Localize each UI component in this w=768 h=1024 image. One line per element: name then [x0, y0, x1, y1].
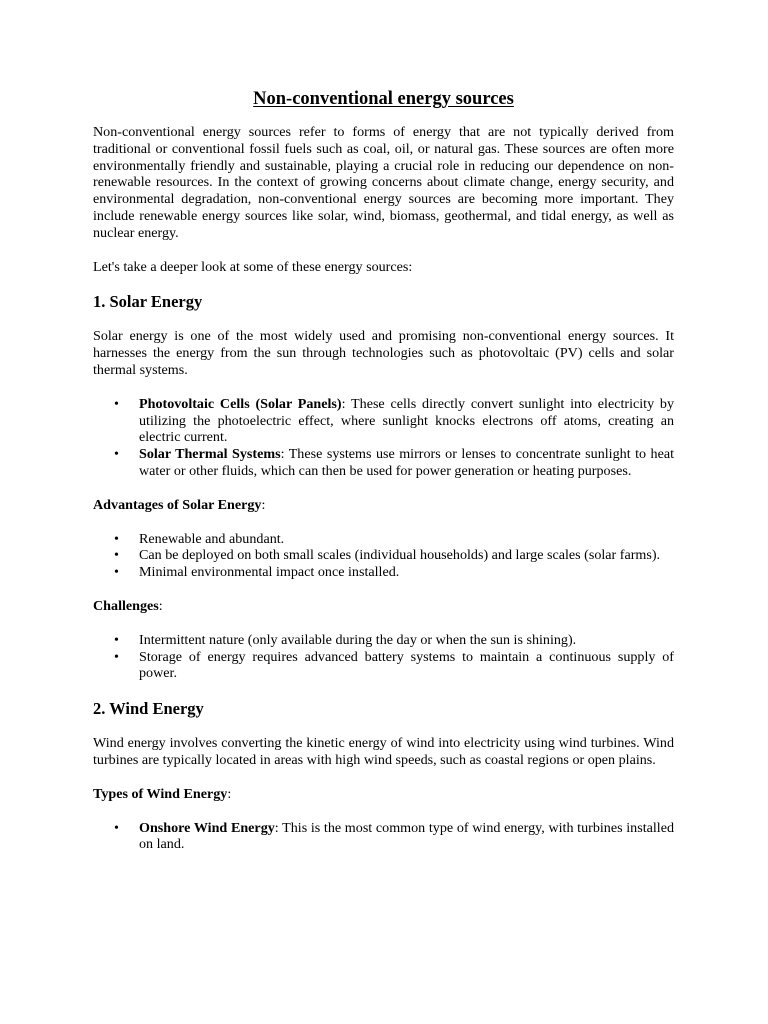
advantages-list	[93, 531, 674, 581]
list-item: • Intermittent nature (only available during the day or when the sun is shining).	[93, 632, 674, 649]
challenges-colon: :	[158, 597, 163, 614]
wind-types-label: Types of Wind Energy	[93, 785, 228, 802]
solar-heading: 1. Solar Energy	[93, 292, 203, 312]
list-item: • Storage of energy requires advanced battery systems to maintain a continuous supply of power.	[93, 649, 674, 683]
advantages-colon: :	[261, 496, 266, 513]
advantages-subheading	[93, 497, 674, 514]
solar-paragraph: Solar energy is one of the most widely used and promising non-conventional energy sources. It harnesses the energy from the sun through technologies such as photovoltaic (PV) cells and solar thermal systems.	[93, 328, 674, 378]
list-item-text: : These systems use mirrors or lenses to concentrate sunlight to heat water or other fluids, which can then be used for power generation or heating purposes.	[139, 446, 674, 479]
advantages-label: Advantages of Solar Energy	[93, 496, 262, 513]
list-item: • Can be deployed on both small scales (individual households) and large scales (solar farms).	[93, 547, 674, 564]
solar-technologies-list	[93, 396, 674, 480]
document-title: Non-conventional energy sources	[253, 89, 514, 109]
challenges-list	[93, 632, 674, 682]
document-page	[93, 88, 674, 870]
list-item-text: : These cells directly convert sunlight into electricity by utilizing the photoelectric effect, where sunlight knocks electrons off atoms, creating an electric current.	[139, 395, 674, 446]
list-item-text: : This is the most common type of wind energy, with turbines installed on land.	[139, 819, 675, 853]
list-item	[93, 446, 674, 480]
list-item-term: Solar Thermal Systems	[139, 446, 281, 463]
list-item	[93, 820, 674, 854]
wind-paragraph: Wind energy involves converting the kinetic energy of wind into electricity using wind turbines. Wind turbines are typically located in areas with high wind speeds, such as coastal regions or open plains.	[93, 735, 674, 768]
list-item-term: Photovoltaic Cells (Solar Panels)	[139, 395, 342, 412]
lead-paragraph: Let's take a deeper look at some of these energy sources:	[93, 258, 413, 275]
intro-paragraph: Non-conventional energy sources refer to forms of energy that are not typically derived from traditional or conventional fossil fuels such as coal, oil, or natural gas. These sources are often more environmentally friendly and sustainable, playing a crucial role in reducing our dependence on non-renewable resources. In the context of growing concerns about climate change, energy security, and environmental degradation, non-conventional energy sources are becoming more important. They include renewable energy sources like solar, wind, biomass, geothermal, and tidal energy, as well as nuclear energy.	[93, 124, 674, 241]
list-item: • Minimal environmental impact once installed.	[93, 564, 674, 581]
challenges-subheading	[93, 598, 674, 615]
list-item: • Renewable and abundant.	[93, 531, 674, 548]
list-item	[93, 396, 674, 446]
wind-types-list	[93, 820, 674, 854]
wind-heading: 2. Wind Energy	[93, 699, 204, 719]
wind-types-colon: :	[227, 785, 232, 802]
wind-types-subheading	[93, 786, 674, 803]
list-item-term: Onshore Wind Energy	[139, 819, 275, 836]
challenges-label: Challenges	[93, 597, 159, 614]
